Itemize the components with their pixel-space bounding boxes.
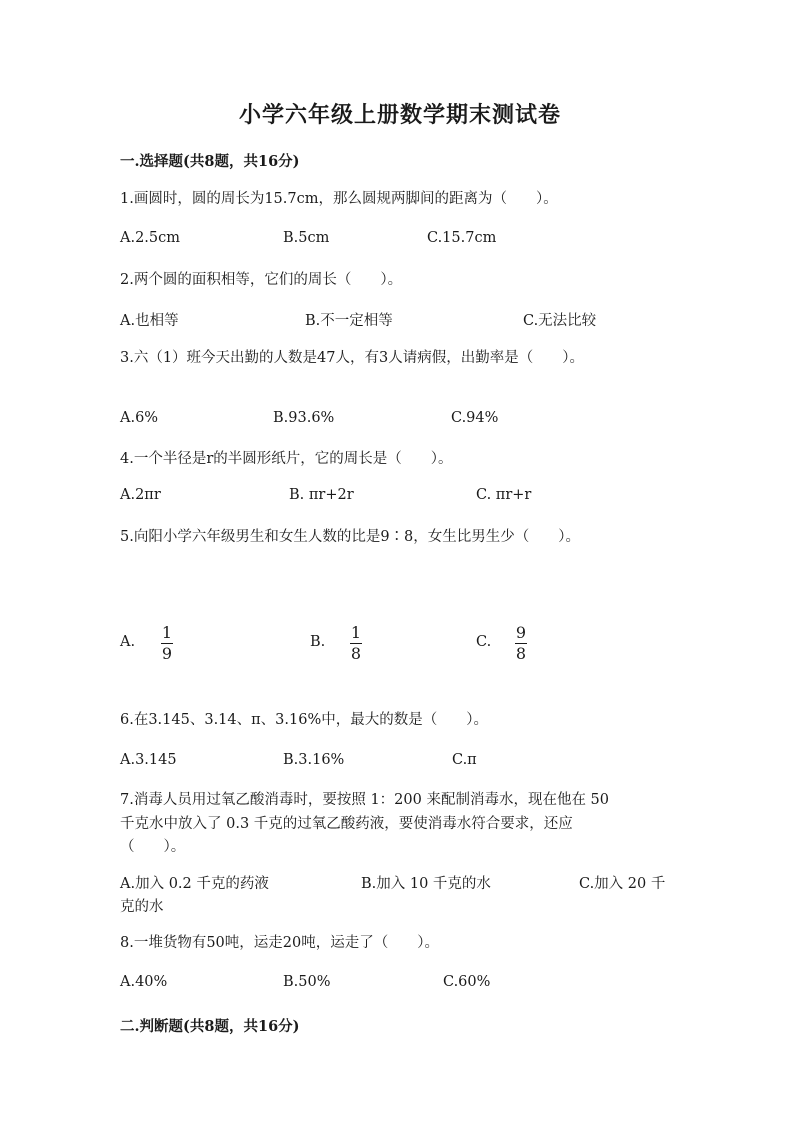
q3-option-b: B.93.6%	[273, 410, 335, 426]
q6-option-c: C.π	[452, 752, 477, 768]
q7-option-c: C.加入 20 千	[579, 876, 666, 892]
section-heading-choice: 一.选择题(共8题，共16分)	[120, 153, 300, 170]
q5-option-c-label: C.	[476, 634, 492, 650]
q5-option-c-fraction	[511, 624, 531, 663]
q8-option-c: C.60%	[443, 974, 491, 990]
q5-a-numerator: 1	[161, 623, 173, 642]
q3-option-a: A.6%	[120, 410, 159, 426]
q5-c-numerator: 9	[515, 623, 527, 642]
q7-option-a: A.加入 0.2 千克的药液	[120, 876, 269, 892]
q6-option-b: B.3.16%	[283, 752, 345, 768]
question-2: 2.两个圆的面积相等，它们的周长（ ）。	[120, 272, 403, 288]
q8-option-a: A.40%	[120, 974, 168, 990]
q5-option-a-label: A.	[120, 634, 136, 650]
q5-c-denominator: 8	[515, 644, 527, 663]
q1-option-c: C.15.7cm	[427, 230, 497, 246]
question-5: 5.向阳小学六年级男生和女生人数的比是9∶8，女生比男生少（ ）。	[120, 529, 581, 545]
q5-option-b-fraction	[346, 624, 366, 663]
question-1: 1.画圆时，圆的周长为15.7cm，那么圆规两脚间的距离为（ ）。	[120, 191, 558, 207]
question-4: 4.一个半径是r的半圆形纸片，它的周长是（ ）。	[120, 451, 453, 467]
q3-option-c: C.94%	[451, 410, 499, 426]
q4-option-a: A.2πr	[120, 487, 161, 503]
q5-option-a-fraction	[157, 624, 177, 663]
question-3: 3.六（1）班今天出勤的人数是47人，有3人请病假，出勤率是（ ）。	[120, 350, 584, 366]
question-7-line-2: 千克水中放入了 0.3 千克的过氧乙酸药液，要使消毒水符合要求，还应	[120, 816, 573, 832]
q2-option-c: C.无法比较	[523, 313, 597, 329]
q4-option-b: B. πr+2r	[289, 487, 354, 503]
question-6: 6.在3.145、3.14、π、3.16%中，最大的数是（ ）。	[120, 712, 488, 728]
question-7-line-3: （ ）。	[120, 839, 186, 855]
q6-option-a: A.3.145	[120, 752, 177, 768]
q5-b-denominator: 8	[350, 644, 362, 663]
q5-b-numerator: 1	[350, 623, 362, 642]
q7-option-b: B.加入 10 千克的水	[361, 876, 491, 892]
q2-option-a: A.也相等	[120, 313, 179, 329]
question-8: 8.一堆货物有50吨，运走20吨，运走了（ ）。	[120, 935, 439, 951]
q4-option-c: C. πr+r	[476, 487, 532, 503]
q1-option-a: A.2.5cm	[120, 230, 181, 246]
q8-option-b: B.50%	[283, 974, 331, 990]
page-title: 小学六年级上册数学期末测试卷	[238, 102, 561, 128]
question-7-line-1: 7.消毒人员用过氧乙酸消毒时，要按照 1：200 来配制消毒水，现在他在 50	[120, 792, 610, 808]
q1-option-b: B.5cm	[283, 230, 330, 246]
q5-a-denominator: 9	[161, 644, 173, 663]
q5-option-b-label: B.	[310, 634, 326, 650]
section-heading-true-false: 二.判断题(共8题，共16分)	[120, 1018, 300, 1035]
q7-option-c-continued: 克的水	[120, 899, 164, 915]
q2-option-b: B.不一定相等	[305, 313, 393, 329]
